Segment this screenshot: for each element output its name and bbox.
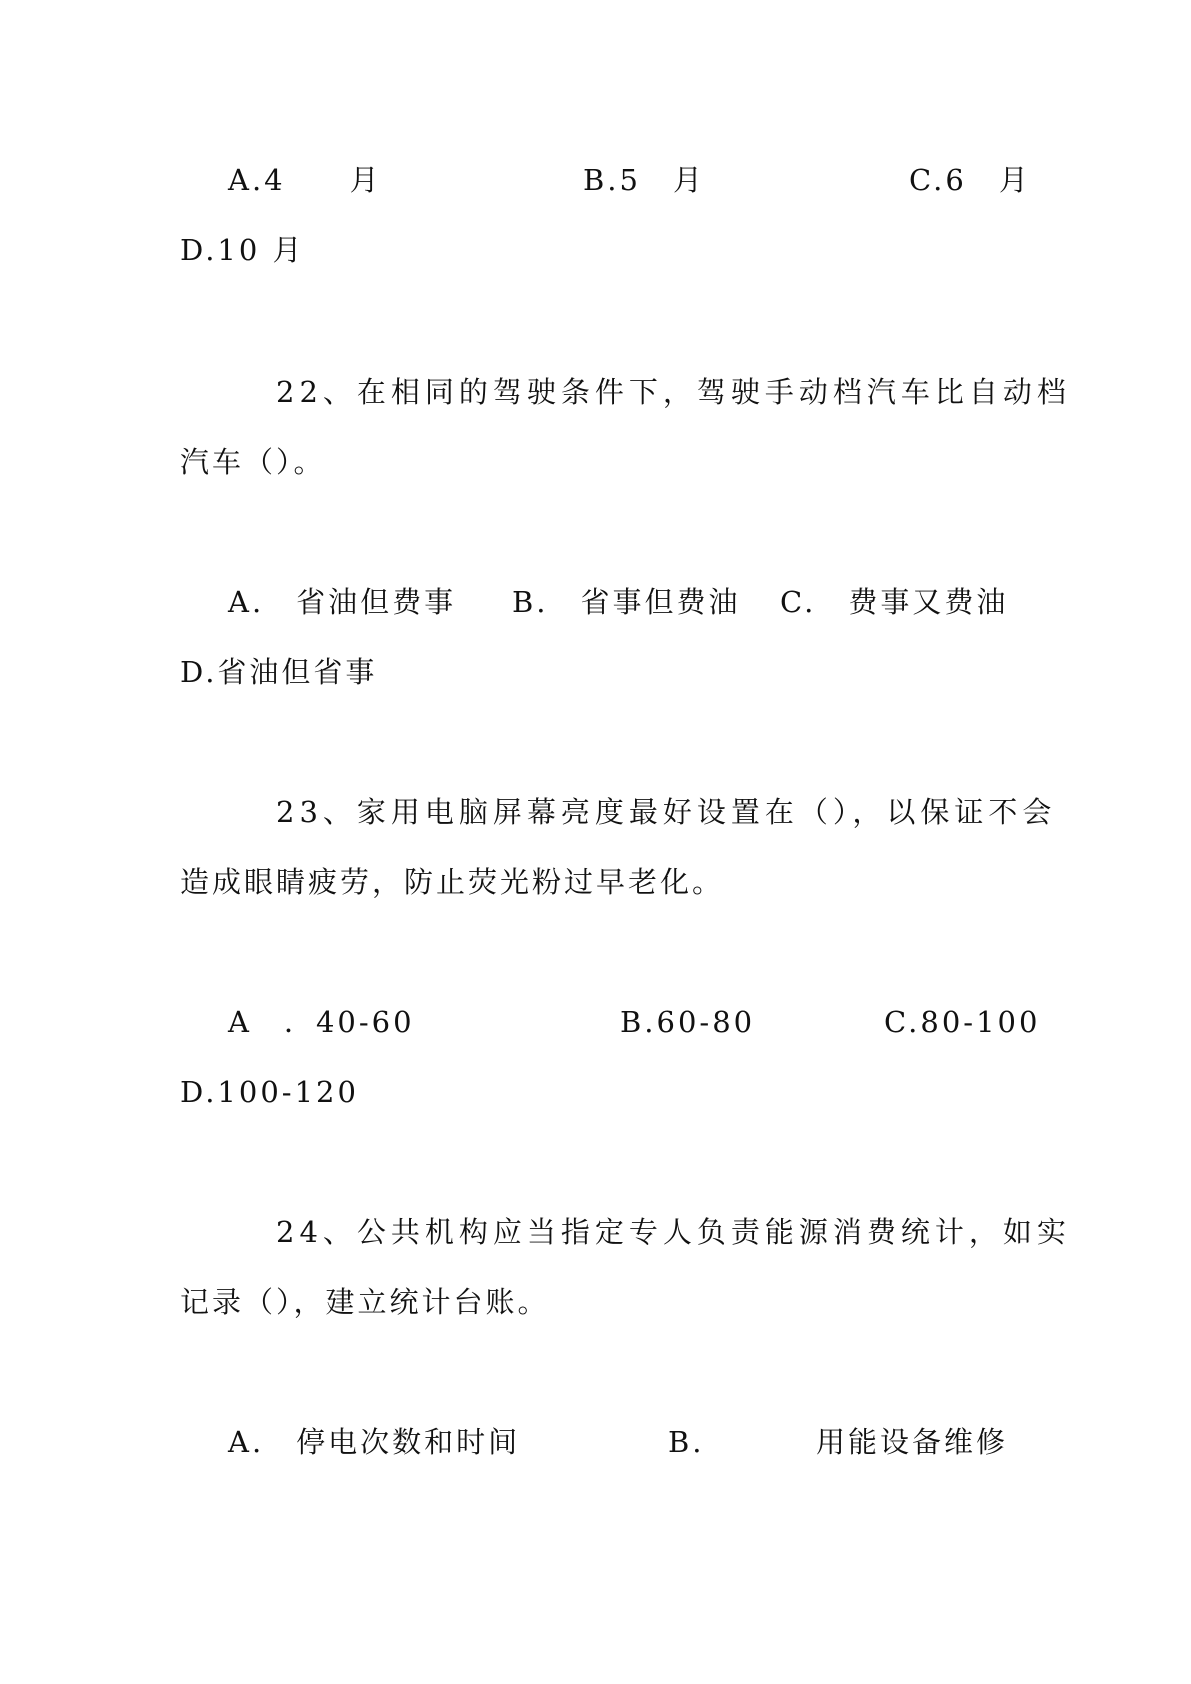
q22-option-d: D.省油但省事 (180, 655, 378, 689)
q22-text-line2: 汽车（）。 (180, 445, 326, 479)
q23-option-a: A ．40-60 (228, 1005, 415, 1039)
q21-option-d: D.10 月 (180, 233, 305, 267)
q24-text-line1: 24、公共机构应当指定专人负责能源消费统计，如实 (276, 1215, 1071, 1249)
q23-option-b: B.60-80 (620, 1005, 756, 1039)
q24-option-b: B. (668, 1425, 705, 1459)
q23-option-d: D.100-120 (180, 1075, 359, 1109)
q24-text-line2: 记录（），建立统计台账。 (180, 1285, 550, 1319)
q23-text-line1: 23、家用电脑屏幕亮度最好设置在（），以保证不会 (276, 795, 1057, 829)
q21-option-a: A.4 月 (228, 163, 382, 197)
q23-option-c: C.80-100 (884, 1005, 1041, 1039)
q23-text-line2: 造成眼睛疲劳，防止荧光粉过早老化。 (180, 865, 725, 899)
q22-option-b: B. 省事但费油 (512, 585, 741, 619)
q24-option-a: A. 停电次数和时间 (228, 1425, 521, 1459)
q21-option-c: C.6 月 (909, 163, 1031, 197)
q24-option-b-text: 用能设备维修 (816, 1425, 1009, 1459)
q22-option-c: C. 费事又费油 (780, 585, 1009, 619)
q22-text-line1: 22、在相同的驾驶条件下，驾驶手动档汽车比自动档 (276, 375, 1071, 409)
q22-option-a: A. 省油但费事 (228, 585, 457, 619)
q21-option-b: B.5 月 (583, 163, 705, 197)
